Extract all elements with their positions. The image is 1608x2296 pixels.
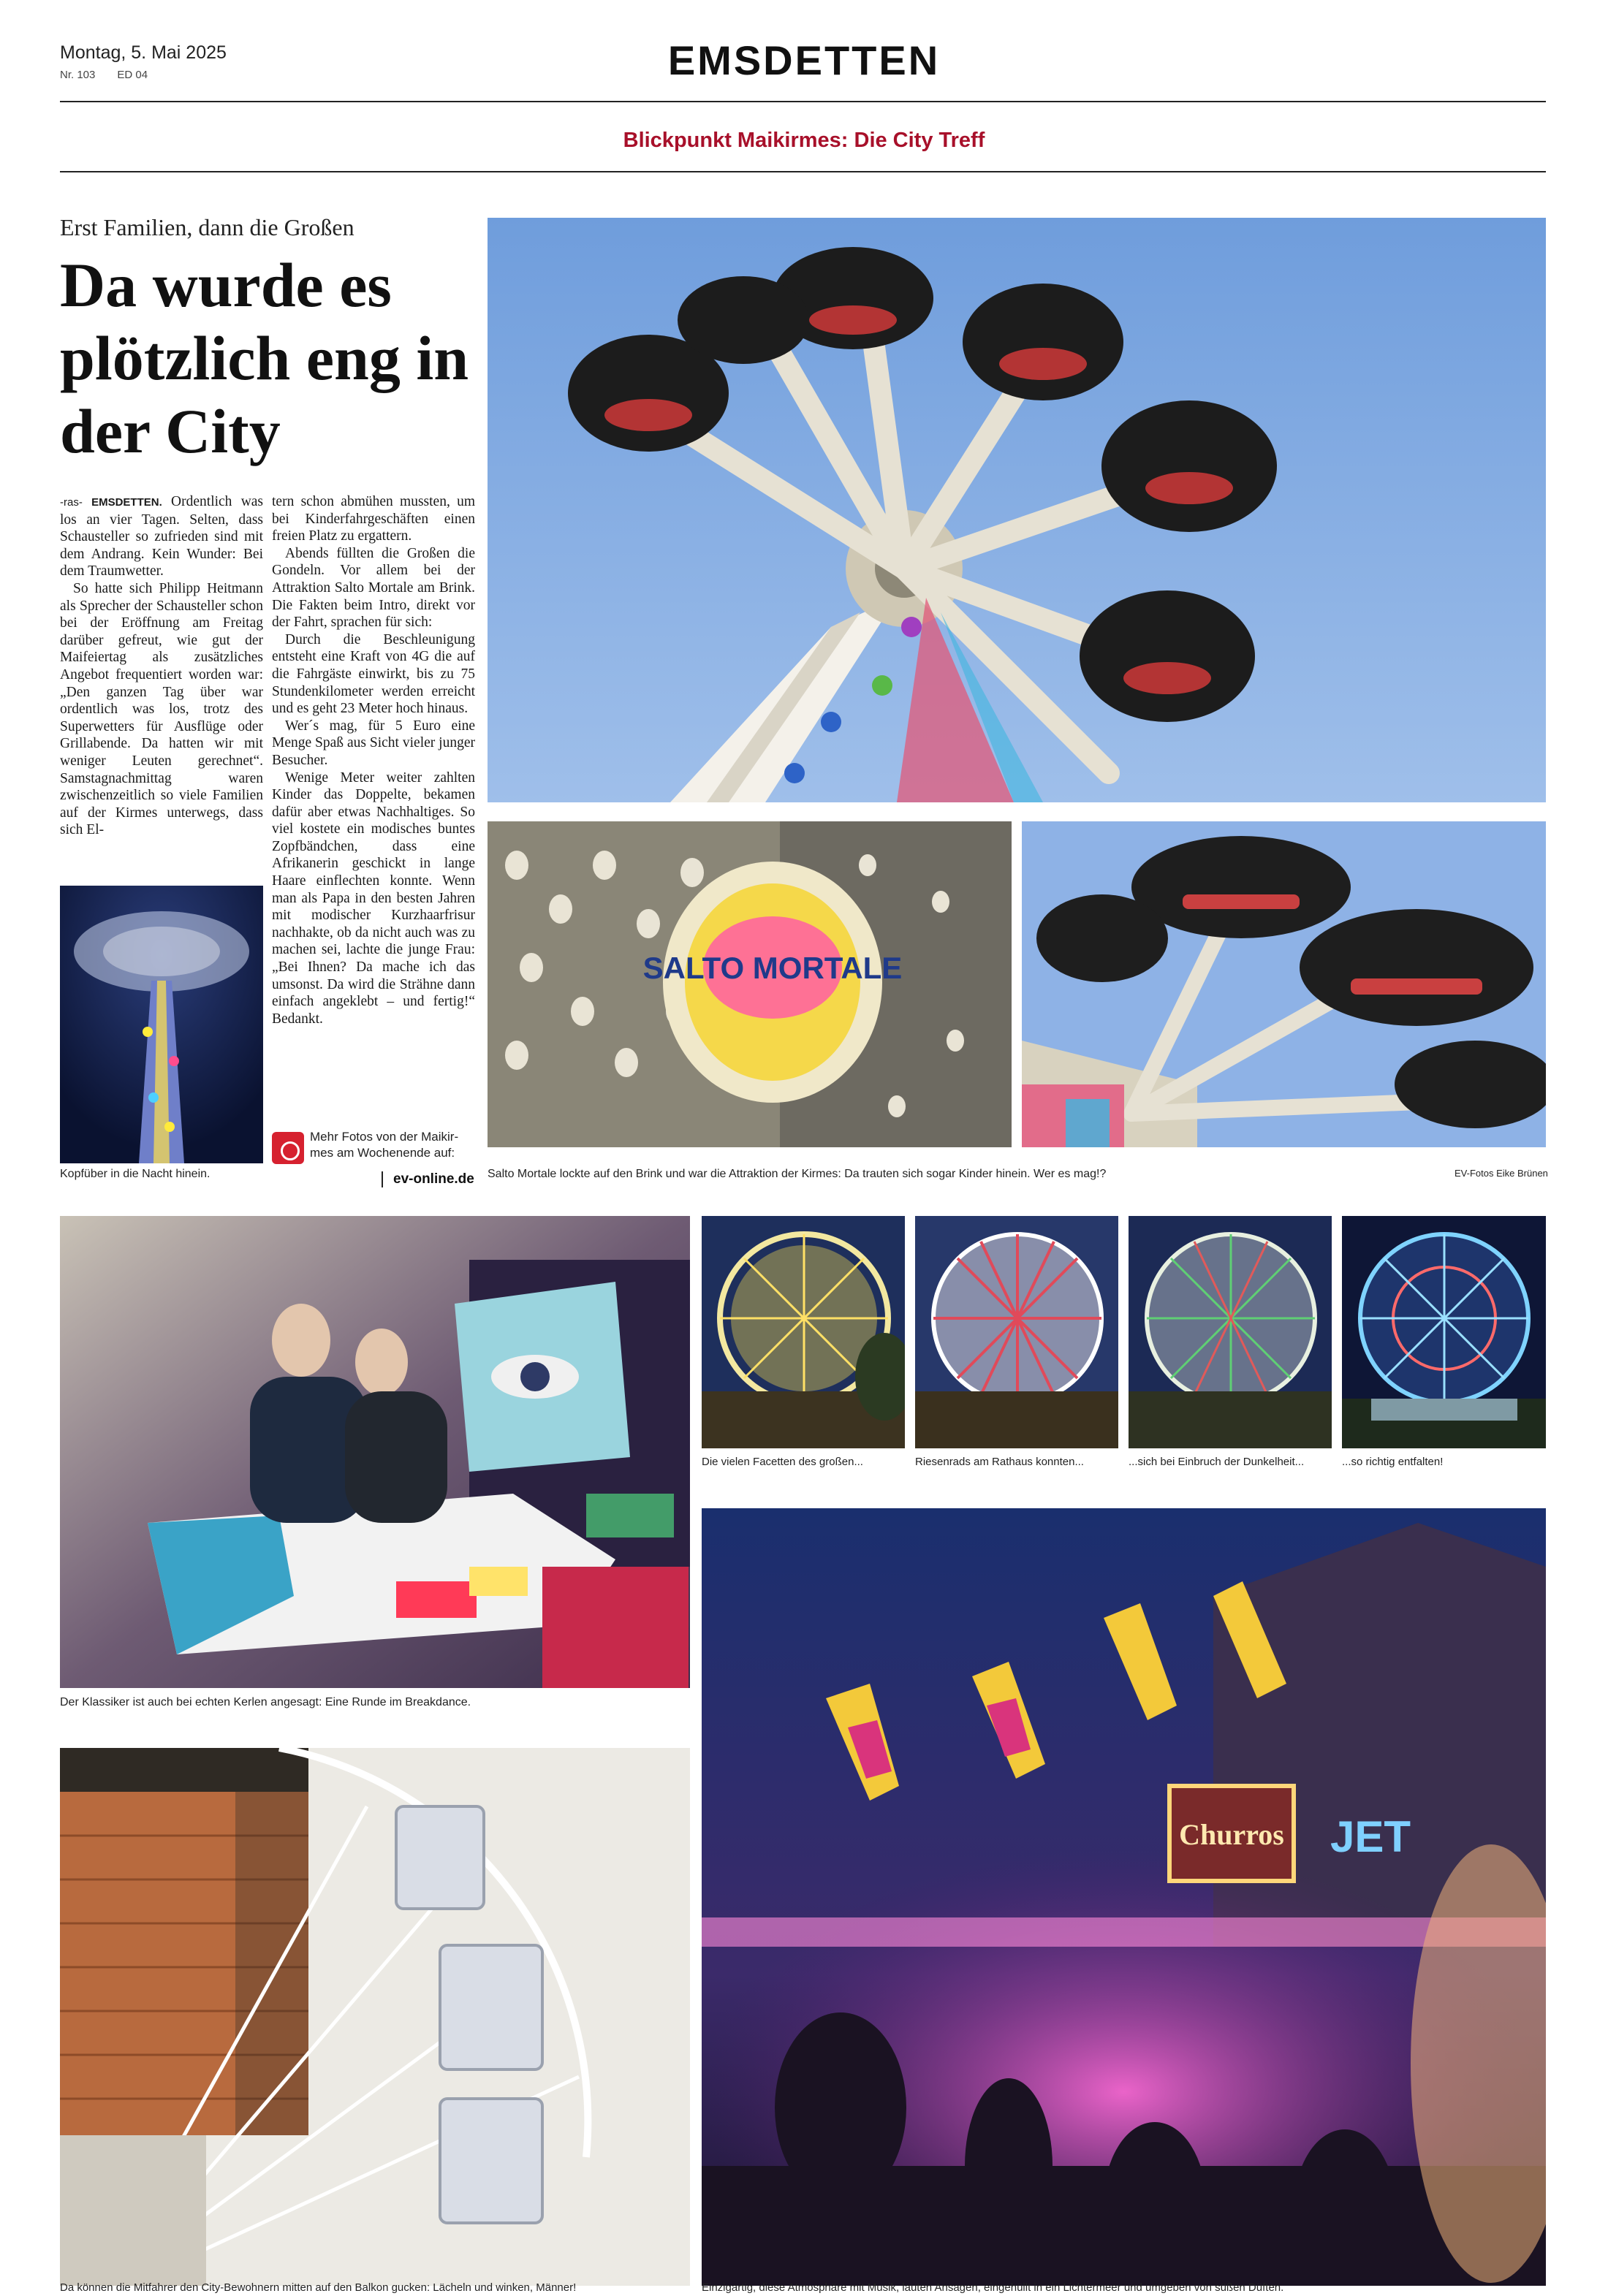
more-photos-promo[interactable] xyxy=(272,1129,475,1196)
photo-atmosphere xyxy=(702,1508,1546,2286)
photo-credit: EV-Fotos Eike Brünen xyxy=(1455,1168,1548,1179)
issue-number: Nr. 103 xyxy=(60,69,96,81)
caption-breakdance: Der Klassiker ist auch bei echten Kerlen angesagt: Eine Runde im Breakdance. xyxy=(60,1696,471,1708)
article-headline: Da wurde es plötzlich eng in der City xyxy=(60,250,469,466)
photo-wheel-4 xyxy=(1342,1216,1546,1448)
photo-wheel-3 xyxy=(1129,1216,1332,1448)
photo-balcony-wheel xyxy=(60,1748,690,2286)
section-title: EMSDETTEN xyxy=(667,37,941,83)
caption-atmosphere: Einzigartig, diese Atmosphäre mit Musik, lauten Ansagen, eingehüllt in ein Lichtermeer und umgeben von süßen Düften. xyxy=(702,2281,1284,2294)
article-paragraph: So hatte sich Philipp Heitmann als Sprecher der Schausteller schon bei der Eröffnung am Freitag darüber gefreut, wie gut der Maifeiertag als zusätzliches Angebot frequentiert worden war: „Den ganzen Tag über war ordentlich was los, trotz des Superwetters für Ausflüge oder Grillabende. Da hatten wir mit weniger Leuten gerechnet“. Samstagnachmittag waren zwischenzeitlich so viele Familien auf der Kirmes unterwegs, dass sich El- xyxy=(60,580,263,838)
caption-wheel-2: Riesenrads am Rathaus konnten... xyxy=(915,1456,1084,1468)
header-rule xyxy=(60,101,1546,102)
promo-text xyxy=(310,1129,458,1161)
author-tag: -ras- xyxy=(60,496,83,509)
promo-text-line: mes am Wochenende auf: xyxy=(310,1146,455,1160)
article-kicker: Erst Familien, dann die Großen xyxy=(60,214,354,240)
caption-wheel-4: ...so richtig entfalten! xyxy=(1342,1456,1444,1468)
churros-sign: Churros xyxy=(1179,1818,1284,1851)
article-paragraph: Durch die Beschleunigung entsteht eine Kraft von 4G die auf die Fahrgäste einwirkt, bis zu 75 Stundenkilometer werden erreicht und es geht 23 Meter hoch hinaus. xyxy=(272,631,475,717)
camera-icon xyxy=(272,1132,304,1164)
dateline: EMSDETTEN. xyxy=(91,496,162,509)
caption-wheel-3: ...sich bei Einbruch der Dunkelheit... xyxy=(1129,1456,1305,1468)
photo-salto-mortale-main xyxy=(488,218,1546,802)
article-column-1 xyxy=(60,493,263,873)
salto-sign-text: SALTO MORTALE xyxy=(642,951,903,985)
edition-code: ED 04 xyxy=(117,69,148,81)
article-paragraph: tern schon abmühen mussten, um bei Kinderfahrgeschäften einen freien Platz zu ergattern. xyxy=(272,494,475,544)
photo-ride-night xyxy=(60,886,263,1163)
photo-salto-riders xyxy=(1022,821,1546,1147)
article-column-2 xyxy=(272,493,475,1129)
promo-divider xyxy=(382,1171,383,1187)
photo-wheel-2 xyxy=(915,1216,1118,1448)
photo-wheel-1 xyxy=(702,1216,905,1448)
paragraph-text: Ordentlich was los an vier Tagen. Selten, dass Schausteller so zufrieden sind mit dem Andrang. Kein Wunder: Bei dem Traumwetter. xyxy=(60,494,263,579)
issue-date: Montag, 5. Mai 2025 xyxy=(60,42,227,63)
article-paragraph: Wer´s mag, für 5 Euro eine Menge Spaß aus Sicht vieler junger Besucher. xyxy=(272,718,475,768)
rubric-title: Blickpunkt Maikirmes: Die City Treff xyxy=(623,129,985,152)
jet-sign: JET xyxy=(1330,1812,1411,1861)
caption-ride-night: Kopfüber in die Nacht hinein. xyxy=(60,1168,211,1180)
promo-text-line: Mehr Fotos von der Maikir- xyxy=(310,1130,459,1144)
caption-salto: Salto Mortale lockte auf den Brink und war die Attraktion der Kirmes: Da trauten sich sogar Kinder hinein. Wer es mag!? xyxy=(488,1168,1107,1180)
article-paragraph: Abends füllten die Großen die Gondeln. Vor allem bei der Attraktion Salto Mortale am Brink. Die Fakten beim Intro, direkt vor der Fahrt, sprachen für sich: xyxy=(272,545,475,631)
photo-breakdance xyxy=(60,1216,690,1688)
article-paragraph: Wenige Meter weiter zahlten Kinder das Doppelte, bekamen dafür aber etwas Nachhaltiges. So viel kostete ein modisches buntes Zopfbändchen, dass eine Afrikanerin geschickt in lange Haare einflechten konnte. Wenn man als Papa in den besten Jahren mit modischer Kurzhaarfrisur nachhakte, ob da nicht auch was zu machen sei, lachte die junge Frau: „Bei Ihnen? Da mache ich das umsonst. Da wird die Strähne dann einfach angeklebt – und fertig!“ Bedankt. xyxy=(272,769,475,1027)
article-paragraph xyxy=(60,493,263,580)
caption-wheel-1: Die vielen Facetten des großen... xyxy=(702,1456,863,1468)
promo-link[interactable]: ev-online.de xyxy=(393,1171,474,1187)
rubric-rule xyxy=(60,171,1546,172)
photo-salto-sign xyxy=(488,821,1012,1147)
caption-balcony: Da können die Mitfahrer den City-Bewohnern mitten auf den Balkon gucken: Lächeln und winken, Männer! xyxy=(60,2281,577,2294)
